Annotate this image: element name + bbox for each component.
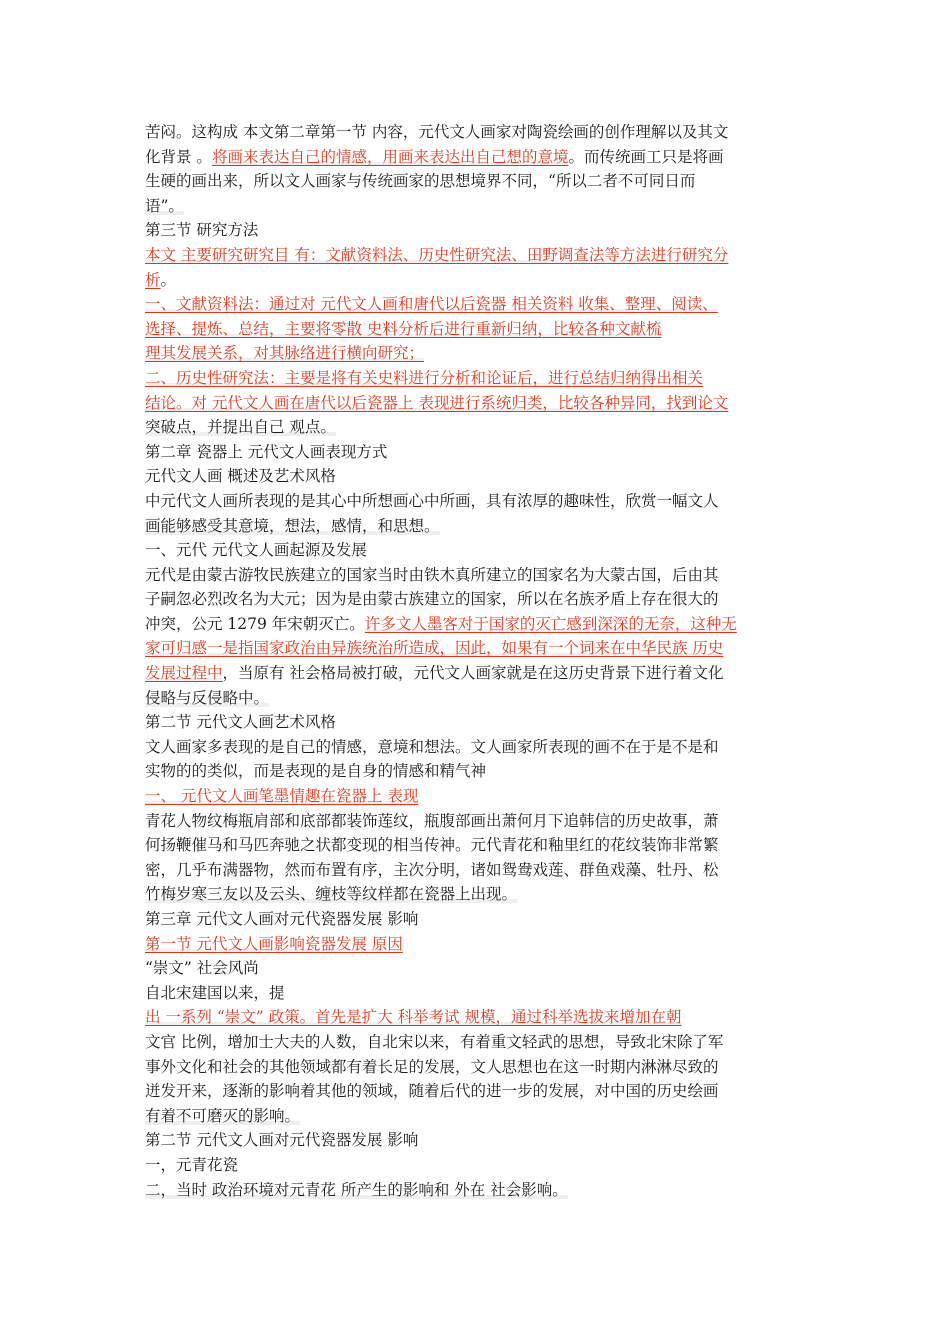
text-line: [145, 759, 810, 784]
text-line: [145, 120, 810, 145]
text-line: [145, 1178, 810, 1203]
text-run: 二，当时 政治环境对元青花 所产生的影响和 外在 社会影响。: [145, 1180, 568, 1199]
text-run: 文官 比例，增加士大夫的人数，自北宋以来，有着重文轻武的思想，导致北宋除了军: [145, 1032, 724, 1051]
text-line: [145, 735, 810, 760]
text-line: [145, 1030, 810, 1055]
document-page: [145, 120, 810, 1202]
highlighted-text: 本文 主要研究研究目 有：文献资料法、历史性研究法、田野调查法等方法进行研究分: [145, 245, 729, 264]
text-run: 第二章 瓷器上 元代文人画表现方式: [145, 442, 388, 461]
text-run: 第二节 元代文人画艺术风格: [145, 713, 336, 732]
text-line: [145, 366, 810, 391]
text-run: 有着不可磨灭的影响。: [145, 1106, 301, 1125]
text-run: 第三节 研究方法: [145, 221, 259, 240]
text-line: [145, 661, 810, 686]
text-line: [145, 636, 810, 661]
highlighted-text: 第一节 元代文人画影响瓷器发展 原因: [145, 934, 403, 953]
text-run: 第二节 元代文人画对元代瓷器发展 影响: [145, 1131, 419, 1150]
text-line: [145, 194, 810, 219]
text-line: [145, 587, 810, 612]
text-line: [145, 858, 810, 883]
text-line: [145, 145, 810, 170]
section-heading: [145, 218, 810, 243]
chapter-heading: [145, 440, 810, 465]
text-run: 实物的的类似，而是表现的是自身的情感和精气神: [145, 762, 487, 781]
highlighted-text: 发展过程中: [145, 664, 223, 683]
text-line: [145, 784, 810, 809]
highlighted-text: 出 一系列 “崇文” 政策。首先是扩大 科举考试 规模，通过科举选拔来增加在朝: [145, 1008, 682, 1027]
text-run: 何扬鞭催马和马匹奔驰之状都变现的相当传神。元代青花和釉里红的花纹装饰非常繁: [145, 836, 719, 855]
text-line: [145, 1153, 810, 1178]
highlighted-text: 结论。对 元代文人画在唐代以后瓷器上 表现进行系统归类，比较各种异同，找到论文: [145, 393, 729, 412]
text-line: [145, 833, 810, 858]
text-run: 冲突，公元 1279 年宋朝灭亡。: [145, 614, 365, 633]
text-run: 竹梅岁寒三友以及云头、缠枝等纹样都在瓷器上出现。: [145, 885, 518, 904]
text-run: 突破点，并提出自己 观点。: [145, 418, 336, 437]
text-run: 密，几乎布满器物，然而布置有序，主次分明，诸如鸳鸯戏莲、群鱼戏藻、牡丹、松: [145, 860, 719, 879]
text-line: [145, 1104, 810, 1129]
text-line: [145, 243, 810, 268]
section-heading: [145, 1128, 810, 1153]
text-run: 一、元代 元代文人画起源及发展: [145, 541, 367, 560]
text-run: 元代是由蒙古游牧民族建立的国家当时由铁木真所建立的国家名为大蒙古国，后由其: [145, 565, 719, 584]
text-line: [145, 268, 810, 293]
text-line: [145, 292, 810, 317]
text-line: [145, 1005, 810, 1030]
text-line: [145, 317, 810, 342]
text-run: 迸发开来，逐渐的影响着其他的领域，随着后代的进一步的发展，对中国的历史绘画: [145, 1082, 719, 1101]
highlighted-text: 选择、提炼、总结，主要将零散 史料分析后进行重新归纳，比较各种文献梳: [145, 319, 662, 338]
text-run: 。而传统画工只是将画: [568, 147, 724, 166]
text-run: 子嗣忽必烈改名为大元；因为是由蒙古族建立的国家，所以在名族矛盾上存在很大的: [145, 590, 719, 609]
text-run: 画能够感受其意境，想法，感情，和思想。: [145, 516, 440, 535]
text-run: 事外文化和社会的其他领域都有着长足的发展，文人思想也在这一时期内淋淋尽致的: [145, 1057, 719, 1076]
text-run: 中元代文人画所表现的是其心中所想画心中所画，具有浓厚的趣味性，欣赏一幅文人: [145, 491, 719, 510]
text-run: 一，元青花瓷: [145, 1155, 239, 1174]
text-line: [145, 391, 810, 416]
text-line: [145, 686, 810, 711]
text-run: ，当原有 社会格局被打破，元代文人画家就是在这历史背景下进行着文化: [222, 664, 724, 683]
text-line: [145, 1079, 810, 1104]
highlighted-text: 二、历史性研究法：主要是将有关史料进行分析和论证后，进行总结归纳得出相关: [145, 368, 704, 387]
text-run: 苦闷。这构成 本文第二章第一节 内容，元代文人画家对陶瓷绘画的创作理解以及其文: [145, 123, 729, 141]
text-line: [145, 489, 810, 514]
section-heading: [145, 932, 810, 957]
text-line: [145, 514, 810, 539]
highlighted-text: 家可归感一是指国家政治由异族统治所造成，因此，如果有一个词来在中华民族 历史: [145, 639, 724, 658]
section-heading: [145, 538, 810, 563]
highlighted-text: 一、文献资料法：通过对 元代文人画和唐代以后瓷器 相关资料 收集、整理、阅读、: [145, 295, 718, 314]
text-line: [145, 809, 810, 834]
highlighted-text: 理其发展关系，对其脉络进行横向研究；: [145, 344, 425, 363]
text-line: [145, 612, 810, 637]
text-line: [145, 415, 810, 440]
text-line: [145, 563, 810, 588]
text-run: 青花人物纹梅瓶肩部和底部都装饰莲纹，瓶腹部画出萧何月下追韩信的历史故事，萧: [145, 811, 719, 830]
text-line: [145, 169, 810, 194]
highlighted-text: 析: [145, 270, 161, 289]
text-run: 语”。: [145, 196, 184, 215]
text-line: [145, 1055, 810, 1080]
text-line: [145, 981, 810, 1006]
text-line: [145, 956, 810, 981]
text-run: 。: [160, 270, 177, 289]
text-run: 侵略与反侵略中。: [145, 688, 270, 707]
text-run: 生硬的画出来，所以文人画家与传统画家的思想境界不同，“所以二者不可同日而: [145, 172, 696, 191]
text-line: [145, 882, 810, 907]
text-line: [145, 341, 810, 366]
text-run: 自北宋建国以来，提: [145, 983, 285, 1002]
text-run: 化背景 。: [145, 147, 212, 166]
text-run: “崇文” 社会风尚: [145, 959, 259, 978]
highlighted-text: 将画来表达自己的情感，用画来表达出自己想的意境: [211, 147, 569, 166]
text-run: 元代文人画 概述及艺术风格: [145, 467, 336, 486]
text-run: 文人画家多表现的是自己的情感，意境和想法。文人画家所表现的画不在于是不是和: [145, 737, 719, 756]
section-heading: [145, 464, 810, 489]
text-run: 第三章 元代文人画对元代瓷器发展 影响: [145, 910, 419, 928]
chapter-heading: [145, 907, 810, 932]
highlighted-text: 一、 元代文人画笔墨情趣在瓷器上 表现: [145, 787, 419, 806]
section-heading: [145, 710, 810, 735]
highlighted-text: 许多文人墨客对于国家的灭亡感到深深的无奈，这种无: [364, 614, 737, 633]
